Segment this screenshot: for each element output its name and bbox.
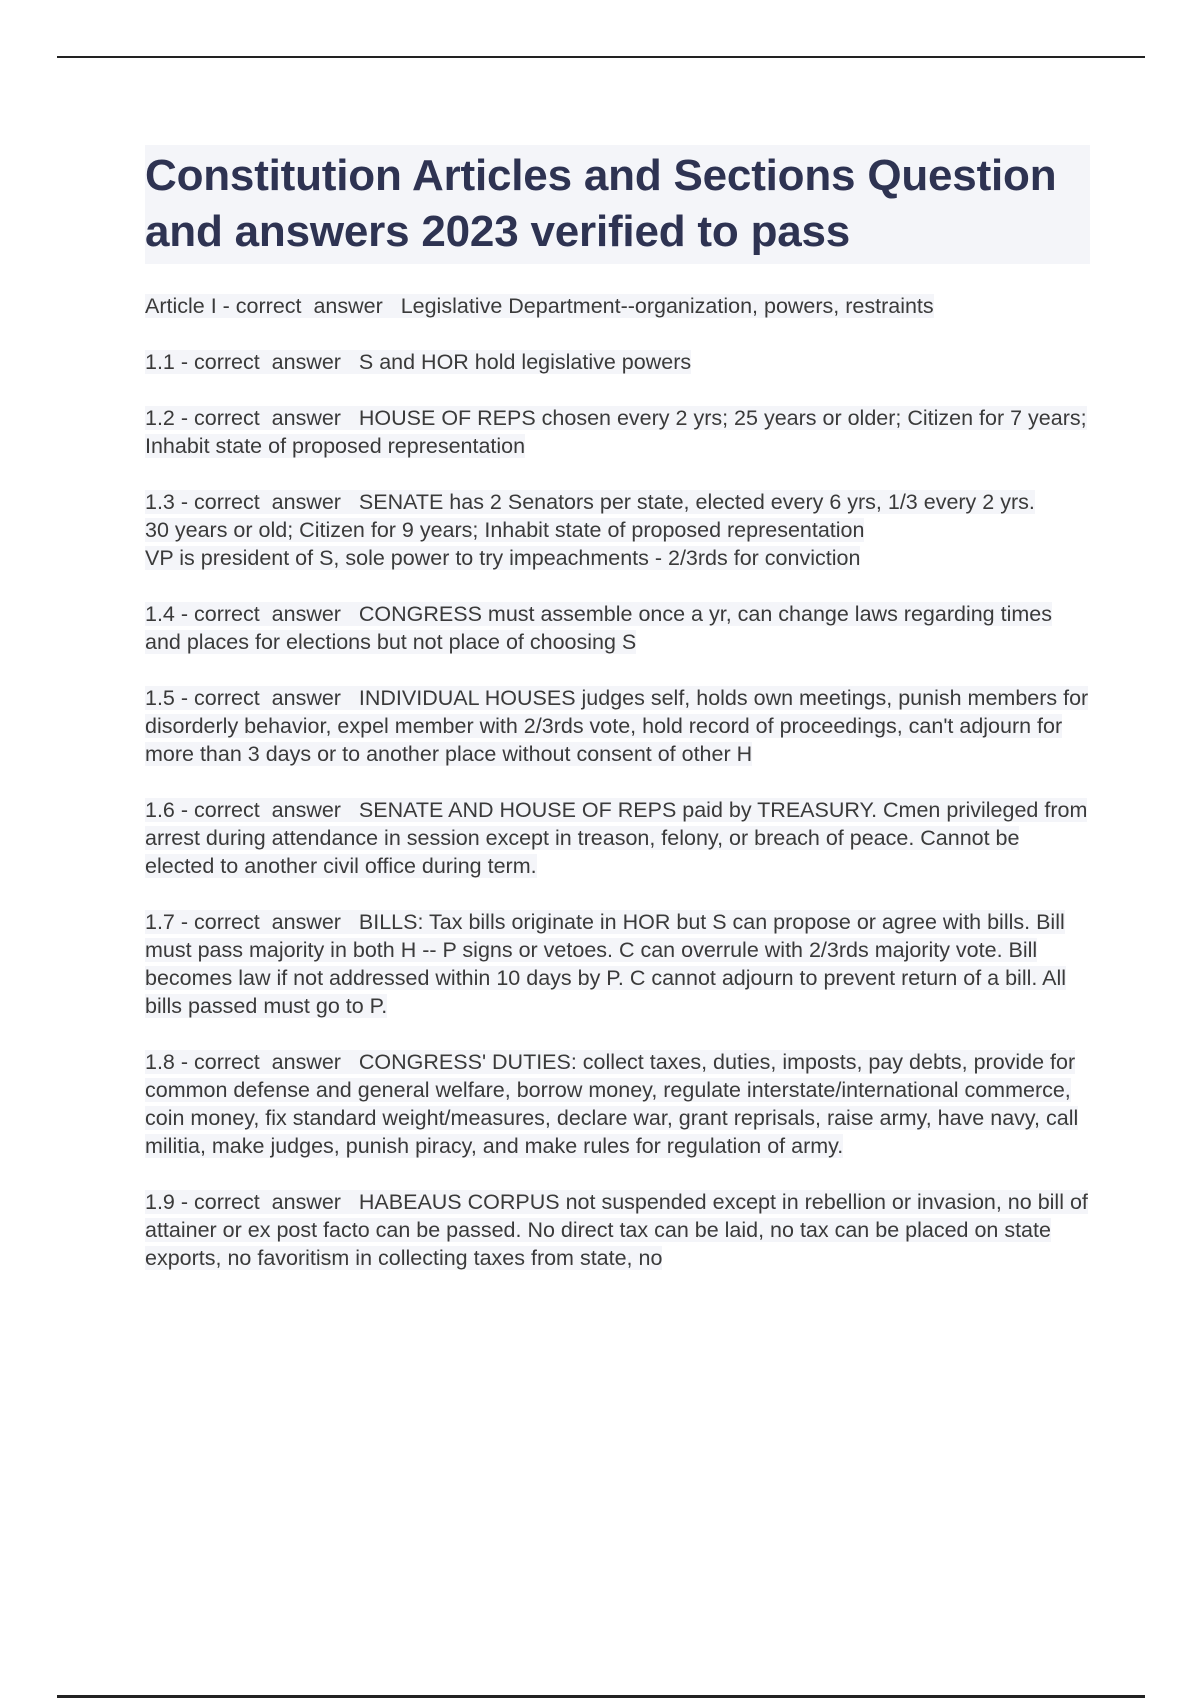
qa-line <box>145 602 1052 654</box>
qa-entry <box>145 908 1090 1020</box>
answer-separator: - correct answer <box>174 798 359 822</box>
answer-separator: - correct answer <box>174 1050 359 1074</box>
qa-line <box>145 1190 1088 1270</box>
qa-line <box>145 294 934 318</box>
document-body <box>145 145 1090 1300</box>
answer-continuation-line <box>145 516 1090 544</box>
answer-continuation: 30 years or old; Citizen for 9 years; Inhabit state of proposed representation <box>145 518 865 542</box>
qa-entry <box>145 404 1090 460</box>
answer-separator: - correct answer <box>174 490 359 514</box>
qa-line <box>145 798 1087 878</box>
question-label: 1.7 <box>145 910 175 934</box>
qa-entry <box>145 292 1090 320</box>
answer-text: BILLS: Tax bills originate in HOR but S can propose or agree with bills. Bill must pass majority in both H -- P signs or vetoes. C can overrule with 2/3rds majority vote. Bill becomes law if not addressed within 10 days by P. C cannot adjourn to prevent return of a bill. All bills passed must go to P. <box>145 910 1067 1018</box>
answer-separator: - correct answer <box>174 910 359 934</box>
qa-line <box>145 1050 1078 1158</box>
qa-line <box>145 686 1088 766</box>
answer-separator: - correct answer <box>216 294 401 318</box>
question-label: 1.5 <box>145 686 175 710</box>
answer-separator: - correct answer <box>174 602 359 626</box>
question-label: Article I <box>145 294 217 318</box>
qa-line <box>145 910 1066 1018</box>
answer-separator: - correct answer <box>174 350 359 374</box>
answer-text: Legislative Department--organization, powers, restraints <box>400 294 934 318</box>
title-block <box>145 145 1090 264</box>
bottom-rule <box>57 1695 1145 1698</box>
qa-entry <box>145 1048 1090 1160</box>
answer-separator: - correct answer <box>174 686 359 710</box>
answer-separator: - correct answer <box>174 1190 359 1214</box>
qa-entry <box>145 488 1090 572</box>
answer-text: HABEAUS CORPUS not suspended except in rebellion or invasion, no bill of attainer or ex post facto can be passed. No direct tax can be laid, no tax can be placed on state exports, no favoritism in collecting taxes from state, no <box>145 1190 1088 1270</box>
question-label: 1.8 <box>145 1050 175 1074</box>
answer-text: HOUSE OF REPS chosen every 2 yrs; 25 years or older; Citizen for 7 years; Inhabit state of proposed representation <box>145 406 1087 458</box>
document-title: Constitution Articles and Sections Question and answers 2023 verified to pass <box>145 151 1057 256</box>
answer-continuation-line <box>145 544 1090 572</box>
answer-continuation: VP is president of S, sole power to try impeachments - 2/3rds for conviction <box>145 546 861 570</box>
question-label: 1.1 <box>145 350 175 374</box>
top-rule <box>57 56 1145 58</box>
qa-entry <box>145 684 1090 768</box>
question-label: 1.2 <box>145 406 175 430</box>
answer-text: CONGRESS' DUTIES: collect taxes, duties, imposts, pay debts, provide for common defense and general welfare, borrow money, regulate interstate/international commerce, coin money, fix standard weight/measures, declare war, grant reprisals, raise army, have navy, call militia, make judges, punish piracy, and make rules for regulation of army. <box>145 1050 1079 1158</box>
question-label: 1.4 <box>145 602 175 626</box>
qa-entry <box>145 600 1090 656</box>
qa-line <box>145 406 1087 458</box>
answer-text: CONGRESS must assemble once a yr, can change laws regarding times and places for elections but not place of choosing S <box>145 602 1052 654</box>
qa-line <box>145 350 691 374</box>
answer-text: INDIVIDUAL HOUSES judges self, holds own meetings, punish members for disorderly behavior, expel member with 2/3rds vote, hold record of proceedings, can't adjourn for more than 3 days or to another place without consent of other H <box>145 686 1089 766</box>
answer-text: SENATE AND HOUSE OF REPS paid by TREASURY. Cmen privileged from arrest during attendance in session except in treason, felony, or breach of peace. Cannot be elected to another civil office during term. <box>145 798 1088 878</box>
question-label: 1.9 <box>145 1190 175 1214</box>
qa-entry <box>145 796 1090 880</box>
qa-list <box>145 292 1090 1272</box>
question-label: 1.6 <box>145 798 175 822</box>
qa-line <box>145 490 1035 514</box>
qa-entry <box>145 1188 1090 1272</box>
qa-entry <box>145 348 1090 376</box>
answer-text: S and HOR hold legislative powers <box>358 350 692 374</box>
answer-text: SENATE has 2 Senators per state, elected every 6 yrs, 1/3 every 2 yrs. <box>358 490 1035 514</box>
answer-separator: - correct answer <box>174 406 359 430</box>
question-label: 1.3 <box>145 490 175 514</box>
